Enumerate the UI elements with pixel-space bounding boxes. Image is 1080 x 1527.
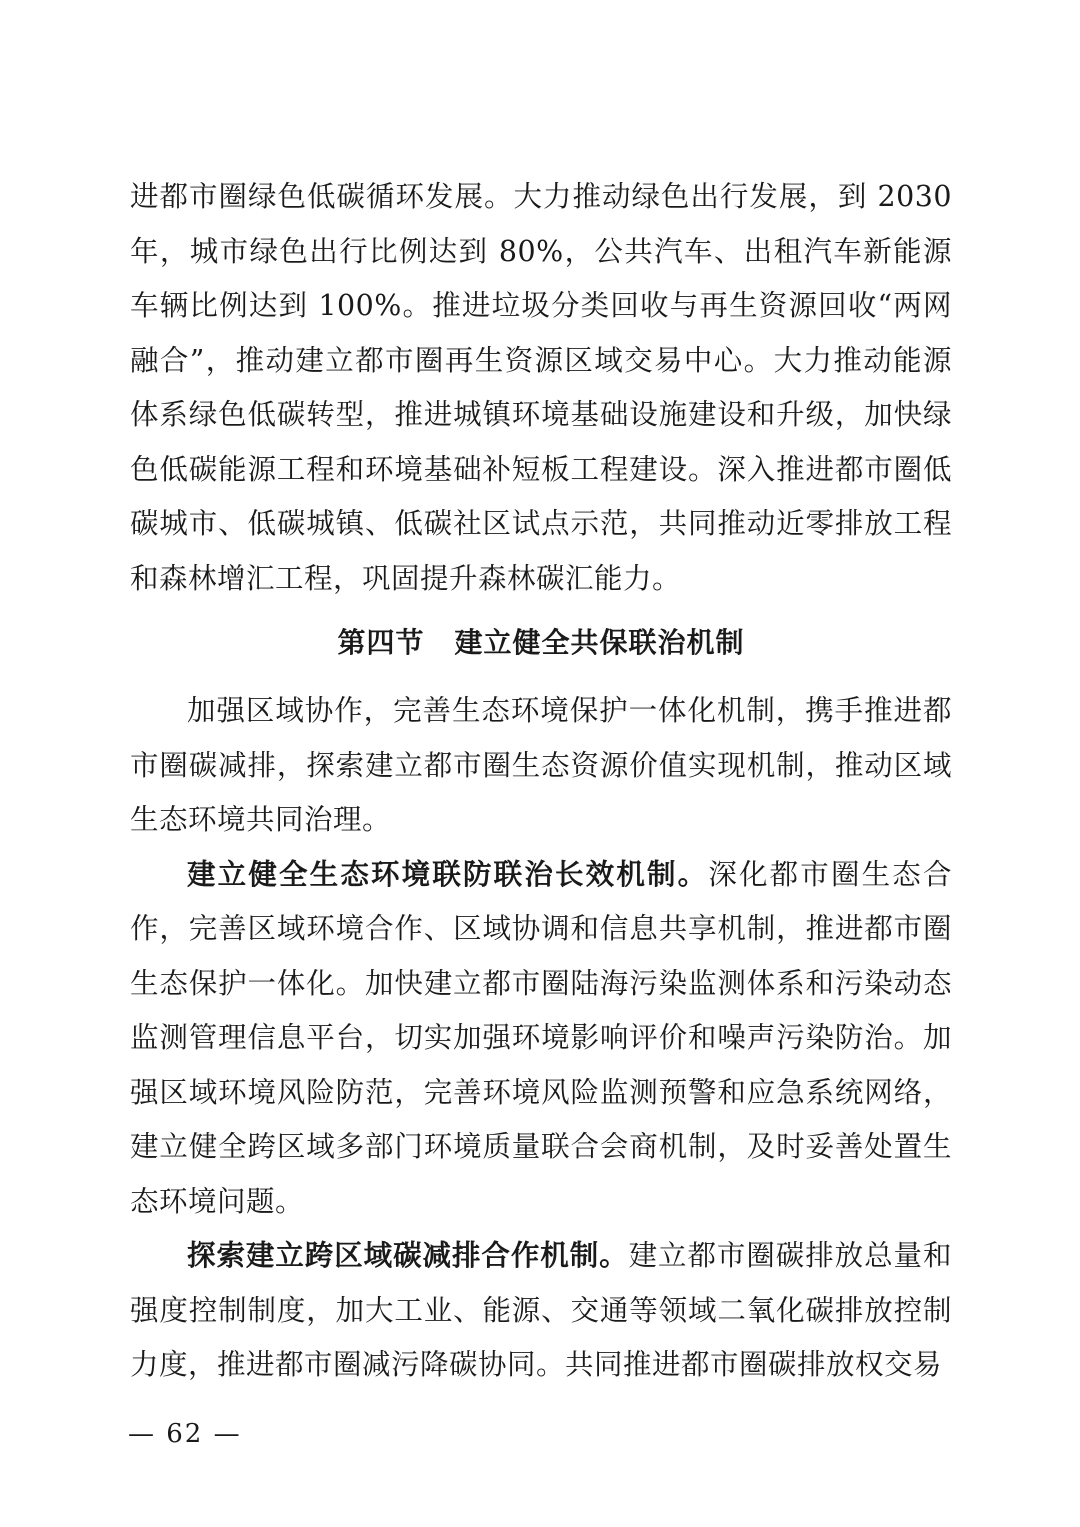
paragraph-text: 深化都市圈生态合作，完善区域环境合作、区域协调和信息共享机制，推进都市圈生态保护一体化。加快建立都市圈陆海污染监测体系和污染动态监测管理信息平台，切实加强环境影响评价和噪声污染防治。加强区域环境风险防范，完善环境风险监测预警和应急系统网络，建立健全跨区域多部门环境质量联合会商机制，及时妥善处置生态环境问题。 [130,857,952,1218]
paragraph-continued: 进都市圈绿色低碳循环发展。大力推动绿色出行发展，到 2030 年，城市绿色出行比例达到 80%，公共汽车、出租汽车新能源车辆比例达到 100%。推进垃圾分类回收与再生资源回收“两网融合”，推动建立都市圈再生资源区域交易中心。大力推动能源体系绿色低碳转型，推进城镇环境基础设施建设和升级，加快绿色低碳能源工程和环境基础补短板工程建设。深入推进都市圈低碳城市、低碳城镇、低碳社区试点示范，共同推动近零排放工程和森林增汇工程，巩固提升森林碳汇能力。 [130,180,952,595]
paragraph-intro: 加强区域协作，完善生态环境保护一体化机制，携手推进都市圈碳减排，探索建立都市圈生态资源价值实现机制，推动区域生态环境共同治理。 [130,694,952,836]
document-body [130,170,952,1393]
paragraph-lead-heading: 探索建立跨区域碳减排合作机制。 [187,1239,629,1272]
paragraph-text: 建立都市圈碳排放总量和强度控制制度，加大工业、能源、交通等领域二氧化碳排放控制力度，推进都市圈减污降碳协同。共同推进都市圈碳排放权交易 [130,1239,952,1381]
paragraph-lead-heading: 建立健全生态环境联防联治长效机制。 [187,857,709,891]
paragraph-carbon-cooperation [130,1229,952,1393]
section-title: 建立健全共保联治机制 [454,626,745,659]
paragraph-joint-prevention [130,848,952,1230]
section-number: 第四节 [337,626,425,659]
page-number: — 62 — [128,1419,242,1449]
section-heading [130,616,952,670]
